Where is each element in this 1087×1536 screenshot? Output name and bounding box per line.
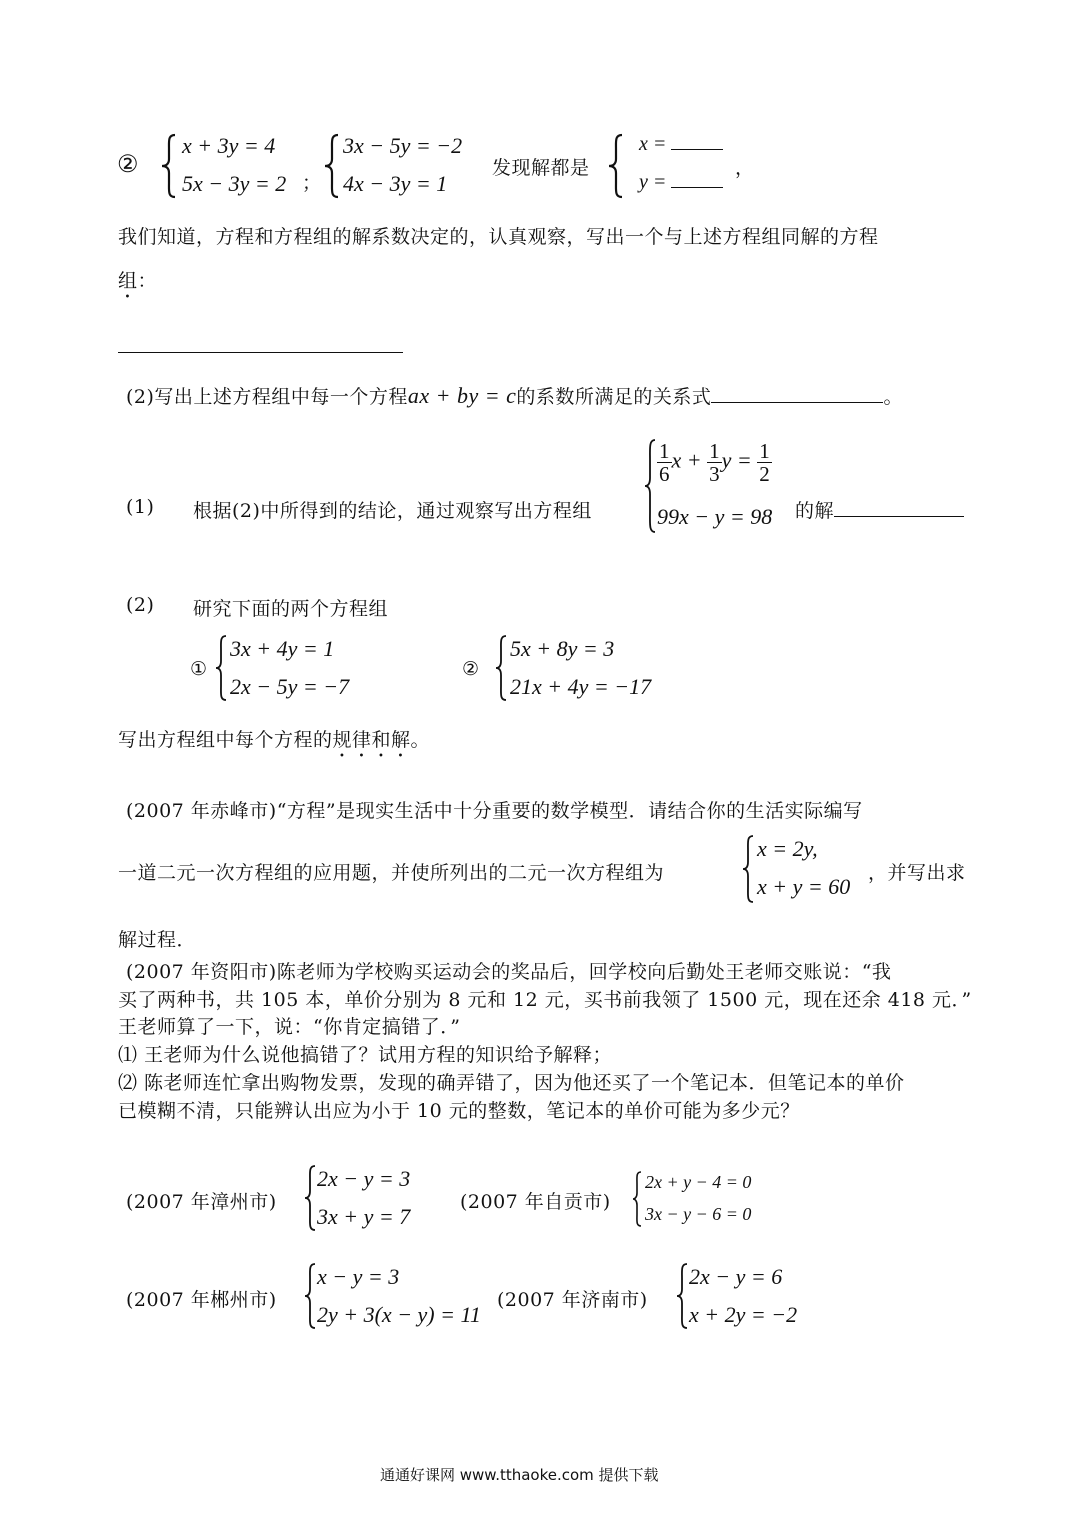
answer-system <box>607 133 747 203</box>
zhangzhou-label: (2007 年漳州市) <box>126 1191 277 1213</box>
circled-marker-1: ① <box>190 658 208 680</box>
ziyang-line-1: (2007 年资阳市)陈老师为学校购买运动会的奖品后，回学校向后勤处王老师交账说：“我 <box>126 961 892 983</box>
part1b-label: (1) <box>126 496 155 518</box>
left-brace-icon <box>303 1164 317 1232</box>
equation-system-5 <box>741 834 871 906</box>
equation-line: x + y = 60 <box>757 874 851 899</box>
ziyang-line-5: ⑵ 陈老师连忙拿出购物发票，发现的确弄错了，因为他还买了一个笔记本．但笔记本的单价 <box>118 1072 905 1094</box>
answer-x: x = <box>639 133 723 156</box>
equation-line: 3x + y = 7 <box>317 1204 411 1229</box>
answer-y: y = <box>639 171 723 194</box>
chifeng-line-3: 解过程． <box>118 929 197 951</box>
equation-line: 21x + 4y = −17 <box>510 674 652 699</box>
fraction-system <box>643 438 803 538</box>
equation-line: 3x − 5y = −2 <box>343 133 463 158</box>
left-brace-icon <box>323 133 341 199</box>
left-brace-icon <box>675 1262 689 1330</box>
circled-marker-2b: ② <box>462 658 480 680</box>
equation-system-9 <box>675 1262 825 1332</box>
ziyang-line-4: ⑴ 王老师为什么说他搞错了？试用方程的知识给予解释； <box>118 1044 613 1066</box>
equation-line: 2x − y = 6 <box>689 1264 783 1289</box>
left-brace-icon <box>303 1262 317 1330</box>
part2b-text: 研究下面的两个方程组 <box>193 598 389 620</box>
equation-system-6 <box>303 1164 443 1234</box>
part1b-suffix: 的解 <box>795 496 964 523</box>
equation-system-3 <box>214 634 374 704</box>
equation-system-8 <box>303 1262 503 1332</box>
fraction-equation: $\frac{1}{6}$ x + $\frac{1}{3}$ y = $\frac{1}{2}$ <box>659 439 770 487</box>
chifeng-line-2: 一道二元一次方程组的应用题，并使所列出的二元一次方程组为 <box>118 862 665 884</box>
left-brace-icon <box>214 634 228 702</box>
left-brace-icon <box>494 634 508 702</box>
equation-line: 5x − 3y = 2 <box>182 171 287 196</box>
equation-line: 4x − 3y = 1 <box>343 171 448 196</box>
part2-question: (2)写出上述方程组中每一个方程ax + by = c的系数所满足的关系式 。 <box>126 383 903 408</box>
ziyang-line-3: 王老师算了一下，说：“你肯定搞错了．” <box>118 1016 461 1038</box>
equation-line: 5x + 8y = 3 <box>510 636 615 661</box>
equation-line: x + 2y = −2 <box>689 1302 798 1327</box>
left-brace-icon <box>631 1170 643 1228</box>
part1b-text: 根据(2)中所得到的结论，通过观察写出方程组 <box>193 500 592 522</box>
page-footer: 通通好课网 www.tthaoke.com 提供下载 <box>380 1466 659 1484</box>
equation-line: 3x − y − 6 = 0 <box>645 1204 752 1224</box>
found-text: 发现解都是 <box>492 157 590 179</box>
equation-line: 99x − y = 98 <box>657 504 773 529</box>
zigong-label: (2007 年自贡市) <box>460 1191 611 1213</box>
equation-line: x + 3y = 4 <box>182 133 276 158</box>
rule-question: 写出方程组中每个方程的规律和解。 <box>118 729 431 751</box>
equation-line: 2y + 3(x − y) = 11 <box>317 1302 481 1327</box>
equation-system-4 <box>494 634 674 704</box>
equation-line: 2x + y − 4 = 0 <box>645 1172 752 1192</box>
equation-line: 2x − 5y = −7 <box>230 674 350 699</box>
part2b-label: (2) <box>126 594 155 616</box>
left-brace-icon <box>160 133 178 199</box>
equation-system-2 <box>323 133 493 203</box>
paragraph-line-1: 我们知道，方程和方程组的解系数决定的，认真观察，写出一个与上述方程组同解的方程 <box>118 226 879 248</box>
paragraph-line-2: 组： <box>118 270 158 292</box>
equation-line: 2x − y = 3 <box>317 1166 411 1191</box>
comma: ， <box>735 157 755 179</box>
ziyang-line-2: 买了两种书，共 105 本，单价分别为 8 元和 12 元，买书前我领了 1500 元，现在还余 418 元．” <box>118 989 972 1011</box>
equation-line: 3x + 4y = 1 <box>230 636 335 661</box>
equation-line: x − y = 3 <box>317 1264 400 1289</box>
left-brace-icon <box>741 834 755 904</box>
circled-marker-2: ② <box>117 150 140 178</box>
equation-system-1 <box>160 133 310 203</box>
answer-line <box>118 352 403 353</box>
chifeng-line-1: (2007 年赤峰市)“方程”是现实生活中十分重要的数学模型．请结合你的生活实际编写 <box>126 800 863 822</box>
separator: ； <box>302 172 322 194</box>
chifeng-suffix: ，并写出求 <box>868 862 966 884</box>
equation-line: x = 2y, <box>757 836 818 861</box>
left-brace-icon <box>643 438 657 534</box>
jinan-label: (2007 年济南市) <box>497 1289 648 1311</box>
chenzhou-label: (2007 年郴州市) <box>126 1289 277 1311</box>
ziyang-line-6: 已模糊不清，只能辨认出应为小于 10 元的整数，笔记本的单价可能为多少元？ <box>118 1100 800 1122</box>
equation-system-7 <box>631 1170 781 1230</box>
left-brace-icon <box>607 133 625 199</box>
